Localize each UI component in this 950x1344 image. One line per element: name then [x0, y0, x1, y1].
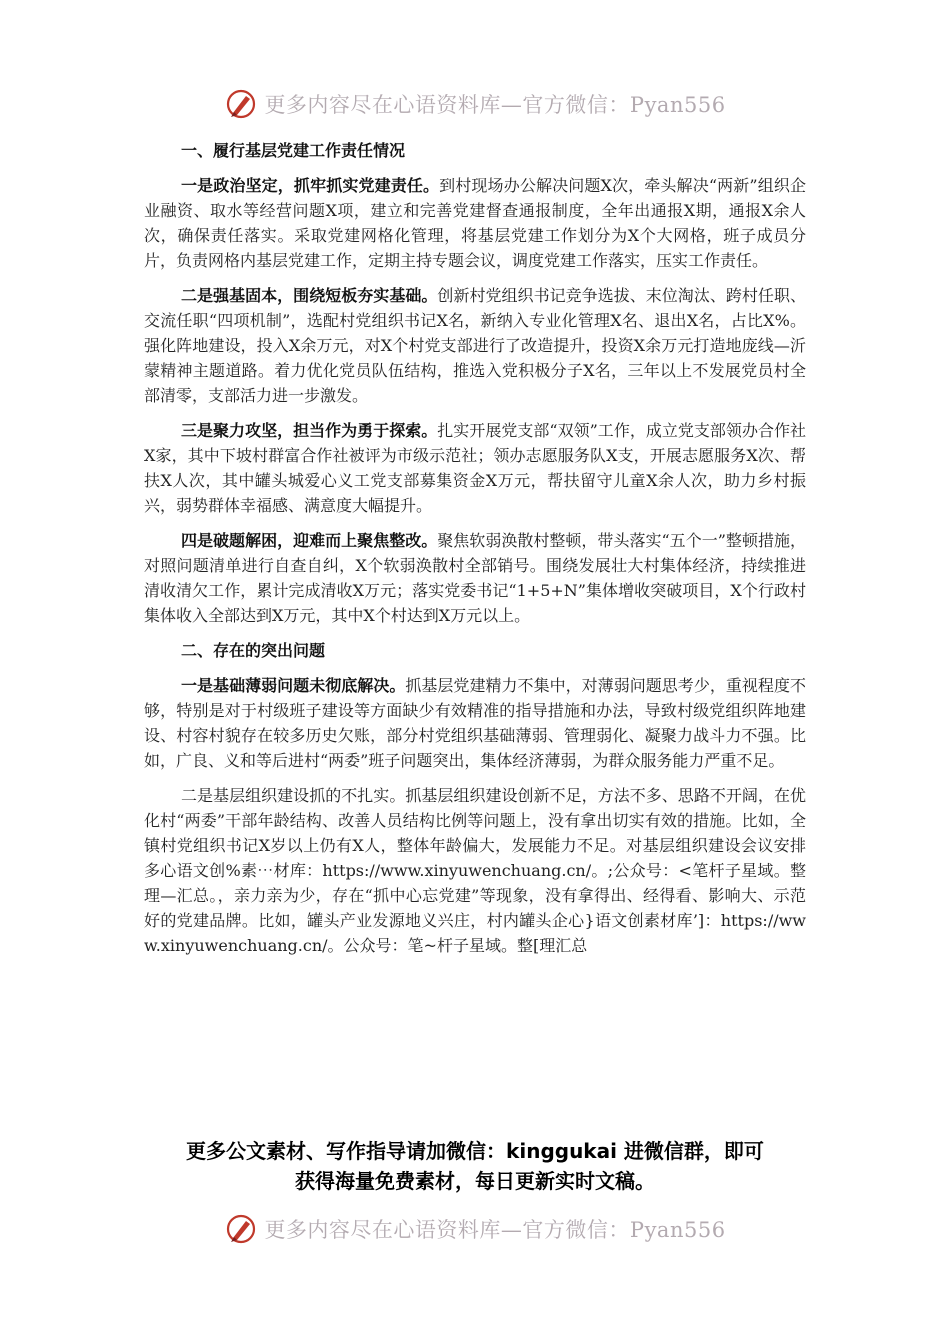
footer-banner	[0, 1209, 950, 1249]
paragraph-lead: 二是强基固本，围绕短板夯实基础。	[181, 286, 438, 305]
banner-text: 更多内容尽在心语资料库—官方微信：Pyan556	[264, 93, 726, 117]
notice-line: 获得海量免费素材，每日更新实时文稿。	[295, 1169, 655, 1193]
paragraph-lead: 四是破题解困，迎难而上聚焦整改。	[181, 531, 438, 550]
paragraph	[144, 173, 806, 273]
paragraph	[144, 283, 806, 408]
paragraph	[144, 673, 806, 773]
pen-circle-logo-icon	[224, 87, 258, 121]
paragraph-text: 扎实开展党支部“双领”工作，成立党支部领办合作社X家，其中下坡村群富合作社被评为市级示范社；领办志愿服务队X支，开展志愿服务X次、帮扶X人次，其中罐头城爱心义工党支部募集资金X万元，帮扶留守儿童X余人次，助力乡村振兴，弱势群体幸福感、满意度大幅提升。	[144, 421, 806, 515]
paragraph-lead: 一是政治坚定，抓牢抓实党建责任。	[181, 176, 440, 195]
paragraph	[144, 528, 806, 628]
notice-line: 更多公文素材、写作指导请加微信：kinggukai 进微信群，即可	[186, 1139, 764, 1163]
pen-circle-logo-icon	[224, 1212, 258, 1246]
document-body	[144, 138, 806, 968]
paragraph	[144, 418, 806, 518]
paragraph-text: 到村现场办公解决问题X次，牵头解决“两新”组织企业融资、取水等经营问题X项，建立和完善党建督查通报制度，全年出通报X期，通报X余人次，确保责任落实。采取党建网格化管理，将基层党建工作划分为X个大网格，班子成员分片，负责网格内基层党建工作，定期主持专题会议，调度党建工作落实，压实工作责任。	[144, 176, 806, 270]
paragraph-lead: 一是基础薄弱问题未彻底解决。	[181, 676, 406, 695]
paragraph-text: 创新村党组织书记竞争选拔、末位淘汰、跨村任职、交流任职“四项机制”，选配村党组织书记X名，新纳入专业化管理X名、退出X名，占比X%。强化阵地建设，投入X余万元，对X个村党支部进行了改造提升，投资X余万元打造地庞线—沂蒙精神主题道路。着力优化党员队伍结构，推选入党积极分子X名，三年以上不发展党员村全部清零，支部活力进一步激发。	[144, 286, 806, 405]
banner-text: 更多内容尽在心语资料库—官方微信：Pyan556	[264, 1218, 726, 1242]
paragraph-text: 抓基层党建精力不集中，对薄弱问题思考少，重视程度不够，特别是对于村级班子建设等方面缺少有效精准的指导措施和办法，导致村级党组织阵地建设、村容村貌存在较多历史欠账，部分村党组织基础薄弱、管理弱化、凝聚力战斗力不强。比如，广良、义和等后进村“两委”班子问题突出，集体经济薄弱，为群众服务能力严重不足。	[144, 676, 806, 770]
paragraph-text: 二是基层组织建设抓的不扎实。抓基层组织建设创新不足，方法不多、思路不开阔，在优化村“两委”干部年龄结构、改善人员结构比例等问题上，没有拿出切实有效的措施。比如，全镇村党组织书记X岁以上仍有X人，整体年龄偏大，发展能力不足。对基层组织建设会议安排多心语文创%素⋯材库：https://www.xinyuwenchuang.cn/。;公众号：<笔杆子星域。整理—汇总。，亲力亲为少，存在“抓中心忘党建”等现象，没有拿得出、经得看、影响大、示范好的党建品牌。比如，罐头产业发源地义兴庄，村内罐头企心}语文创素材库’]：https://www.xinyuwenchuang.cn/。公众号：笔~杆子星域。整[理汇总	[144, 786, 806, 955]
paragraph-lead: 三是聚力攻坚，担当作为勇于探索。	[181, 421, 438, 440]
section-heading: 一、履行基层党建工作责任情况	[181, 141, 406, 160]
header-banner	[0, 84, 950, 124]
wechat-notice	[120, 1136, 830, 1196]
paragraph	[144, 783, 806, 958]
section-heading: 二、存在的突出问题	[181, 641, 326, 660]
paragraph-text: 聚焦软弱涣散村整顿，带头落实“五个一”整顿措施，对照问题清单进行自查自纠，X个软弱涣散村全部销号。围绕发展壮大村集体经济，持续推进清收清欠工作，累计完成清收X万元；落实党委书记“1+5+N”集体增收突破项目，X个行政村集体收入全部达到X万元，其中X个村达到X万元以上。	[144, 531, 806, 625]
